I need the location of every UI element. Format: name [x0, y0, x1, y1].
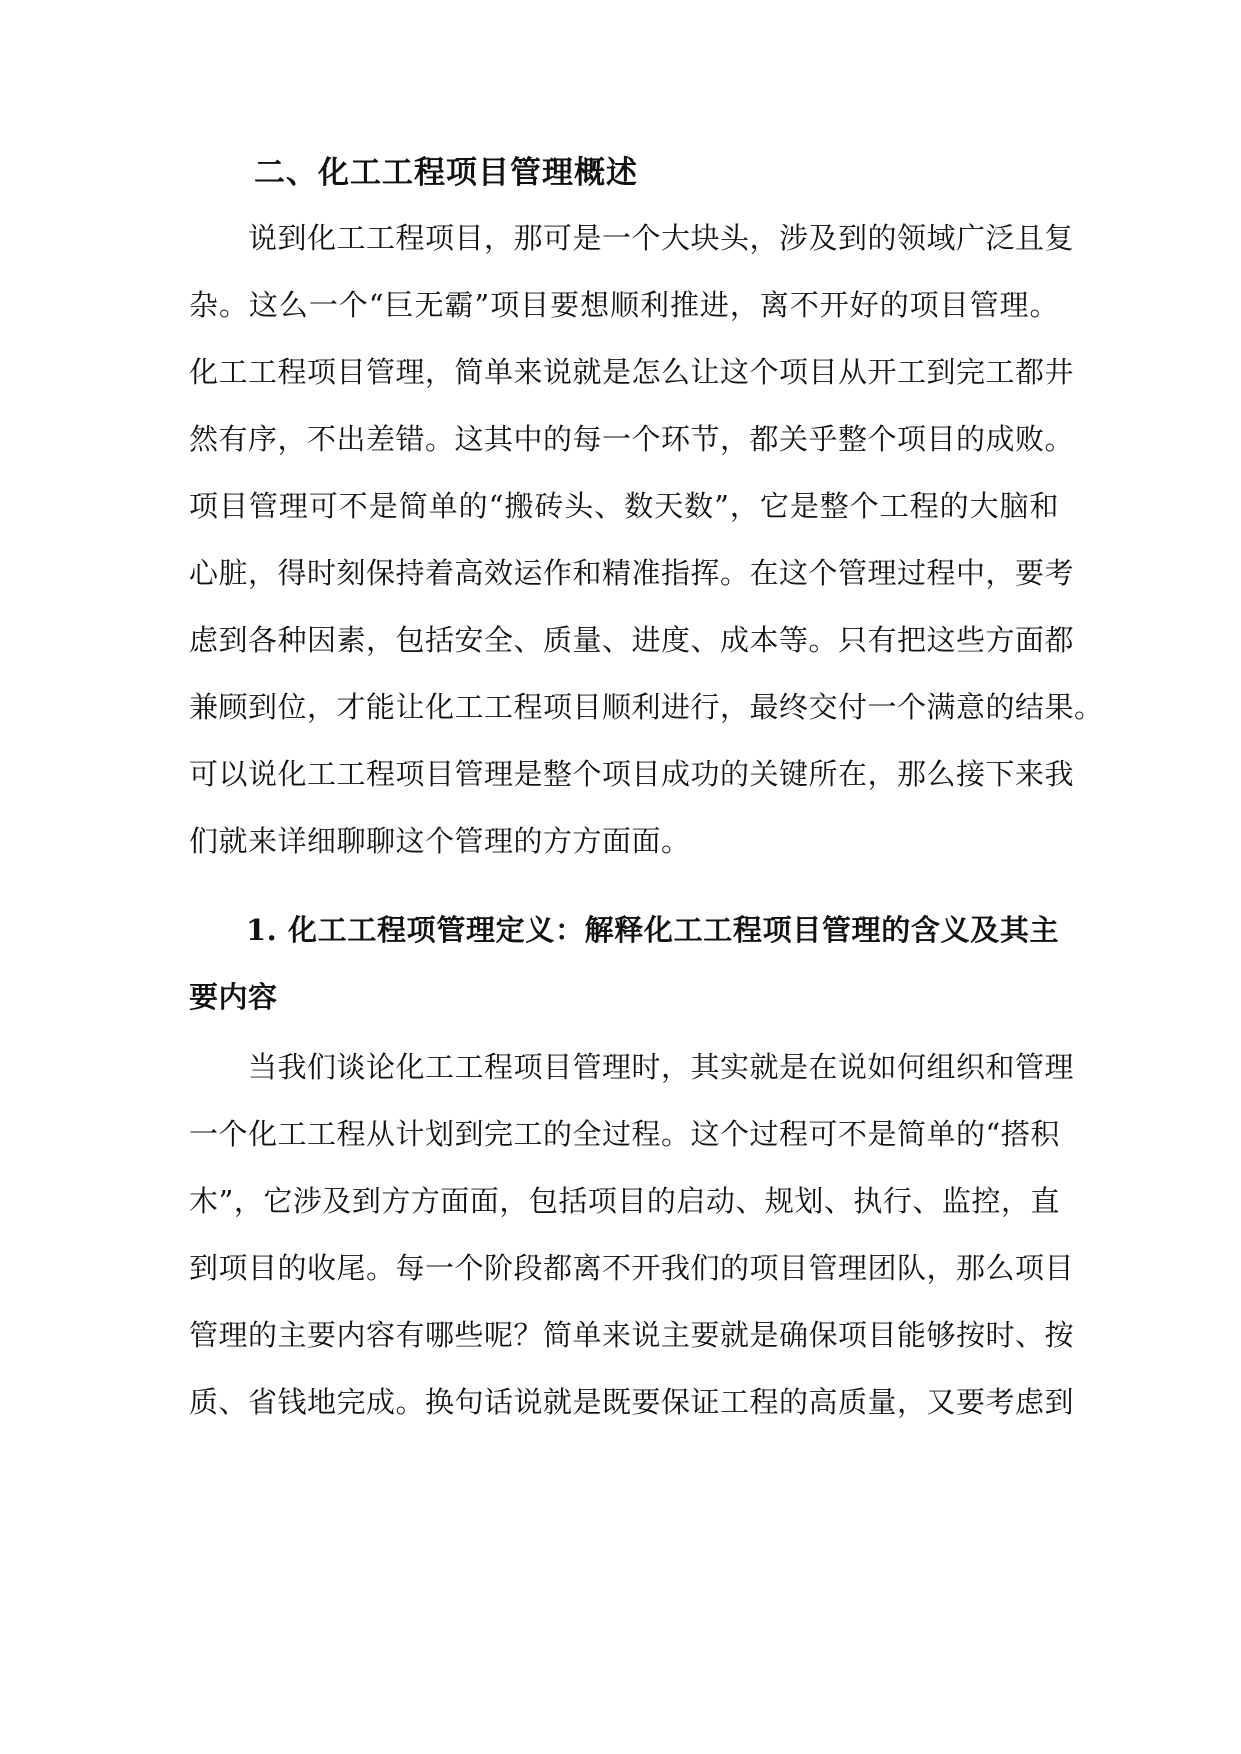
paragraph-line: 然有序，不出差错。这其中的每一个环节，都关乎整个项目的成败。	[189, 422, 1075, 456]
paragraph-line: 管理的主要内容有哪些呢？简单来说主要就是确保项目能够按时、按	[189, 1318, 1075, 1352]
paragraph-line: 虑到各种因素，包括安全、质量、进度、成本等。只有把这些方面都	[189, 623, 1075, 657]
subheading: 1. 化工工程项管理定义：解释化工工程项目管理的含义及其主	[246, 913, 1059, 947]
paragraph-line: 木”，它涉及到方方面面，包括项目的启动、规划、执行、监控，直	[189, 1184, 1060, 1218]
section-heading: 二、化工工程项目管理概述	[254, 155, 638, 191]
paragraph-line: 化工工程项目管理，简单来说就是怎么让这个项目从开工到完工都井	[189, 355, 1075, 389]
subheading-continuation: 要内容	[189, 980, 278, 1014]
paragraph-line: 一个化工工程从计划到完工的全过程。这个过程可不是简单的“搭积	[189, 1117, 1060, 1151]
paragraph-line: 当我们谈论化工工程项目管理时，其实就是在说如何组织和管理	[248, 1050, 1075, 1084]
paragraph-line: 们就来详细聊聊这个管理的方方面面。	[189, 824, 691, 858]
paragraph-line: 可以说化工工程项目管理是整个项目成功的关键所在，那么接下来我	[189, 757, 1075, 791]
paragraph-line: 兼顾到位，才能让化工工程项目顺利进行，最终交付一个满意的结果。	[189, 690, 1104, 724]
paragraph-line: 杂。这么一个“巨无霸”项目要想顺利推进，离不开好的项目管理。	[189, 288, 1059, 322]
paragraph-line: 到项目的收尾。每一个阶段都离不开我们的项目管理团队，那么项目	[189, 1251, 1075, 1285]
paragraph-line: 心脏，得时刻保持着高效运作和精准指挥。在这个管理过程中，要考	[189, 556, 1075, 590]
paragraph-line: 质、省钱地完成。换句话说就是既要保证工程的高质量，又要考虑到	[189, 1385, 1075, 1419]
paragraph-line: 项目管理可不是简单的“搬砖头、数天数”，它是整个工程的大脑和	[189, 489, 1059, 523]
paragraph-line: 说到化工工程项目，那可是一个大块头，涉及到的领域广泛且复	[248, 221, 1075, 255]
